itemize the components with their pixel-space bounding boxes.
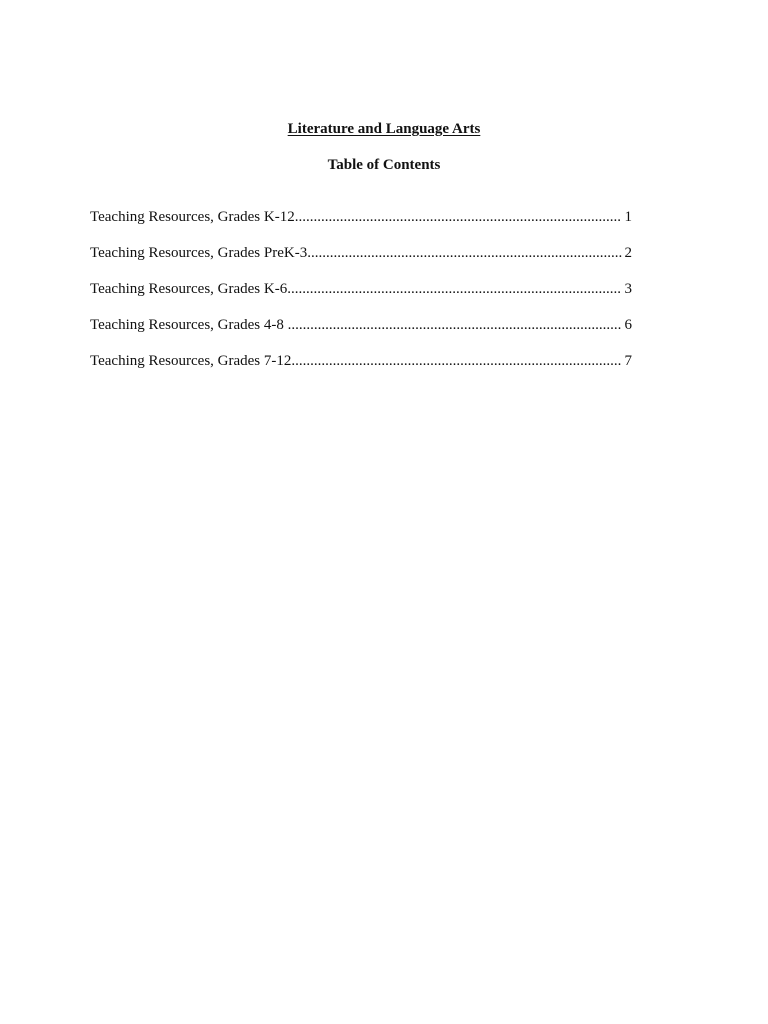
toc-page-number: 7 (624, 353, 632, 369)
toc-entry[interactable] (90, 315, 632, 351)
toc-entry[interactable] (90, 351, 632, 387)
toc-dot-leader (307, 243, 621, 263)
toc-entry-label: Teaching Resources, Grades 4-8 (90, 317, 288, 333)
toc-page-number: 3 (624, 281, 632, 297)
toc-dot-leader (295, 207, 622, 227)
toc-entry-label: Teaching Resources, Grades K-6 (90, 281, 288, 297)
toc-entry-label: Teaching Resources, Grades PreK-3 (90, 245, 308, 261)
toc-heading: Table of Contents (327, 157, 441, 173)
table-of-contents (90, 207, 632, 387)
toc-entry-label: Teaching Resources, Grades 7-12 (90, 353, 292, 369)
document-title: Literature and Language Arts (287, 121, 481, 137)
toc-dot-leader (288, 315, 622, 335)
toc-page-number: 2 (624, 245, 632, 261)
toc-page-number: 1 (624, 209, 632, 225)
toc-entry[interactable] (90, 243, 632, 279)
toc-page-number: 6 (624, 317, 632, 333)
toc-dot-leader (287, 279, 621, 299)
toc-entry[interactable] (90, 207, 632, 243)
toc-entry[interactable] (90, 279, 632, 315)
toc-entry-label: Teaching Resources, Grades K-12 (90, 209, 295, 225)
toc-dot-leader (291, 351, 621, 371)
